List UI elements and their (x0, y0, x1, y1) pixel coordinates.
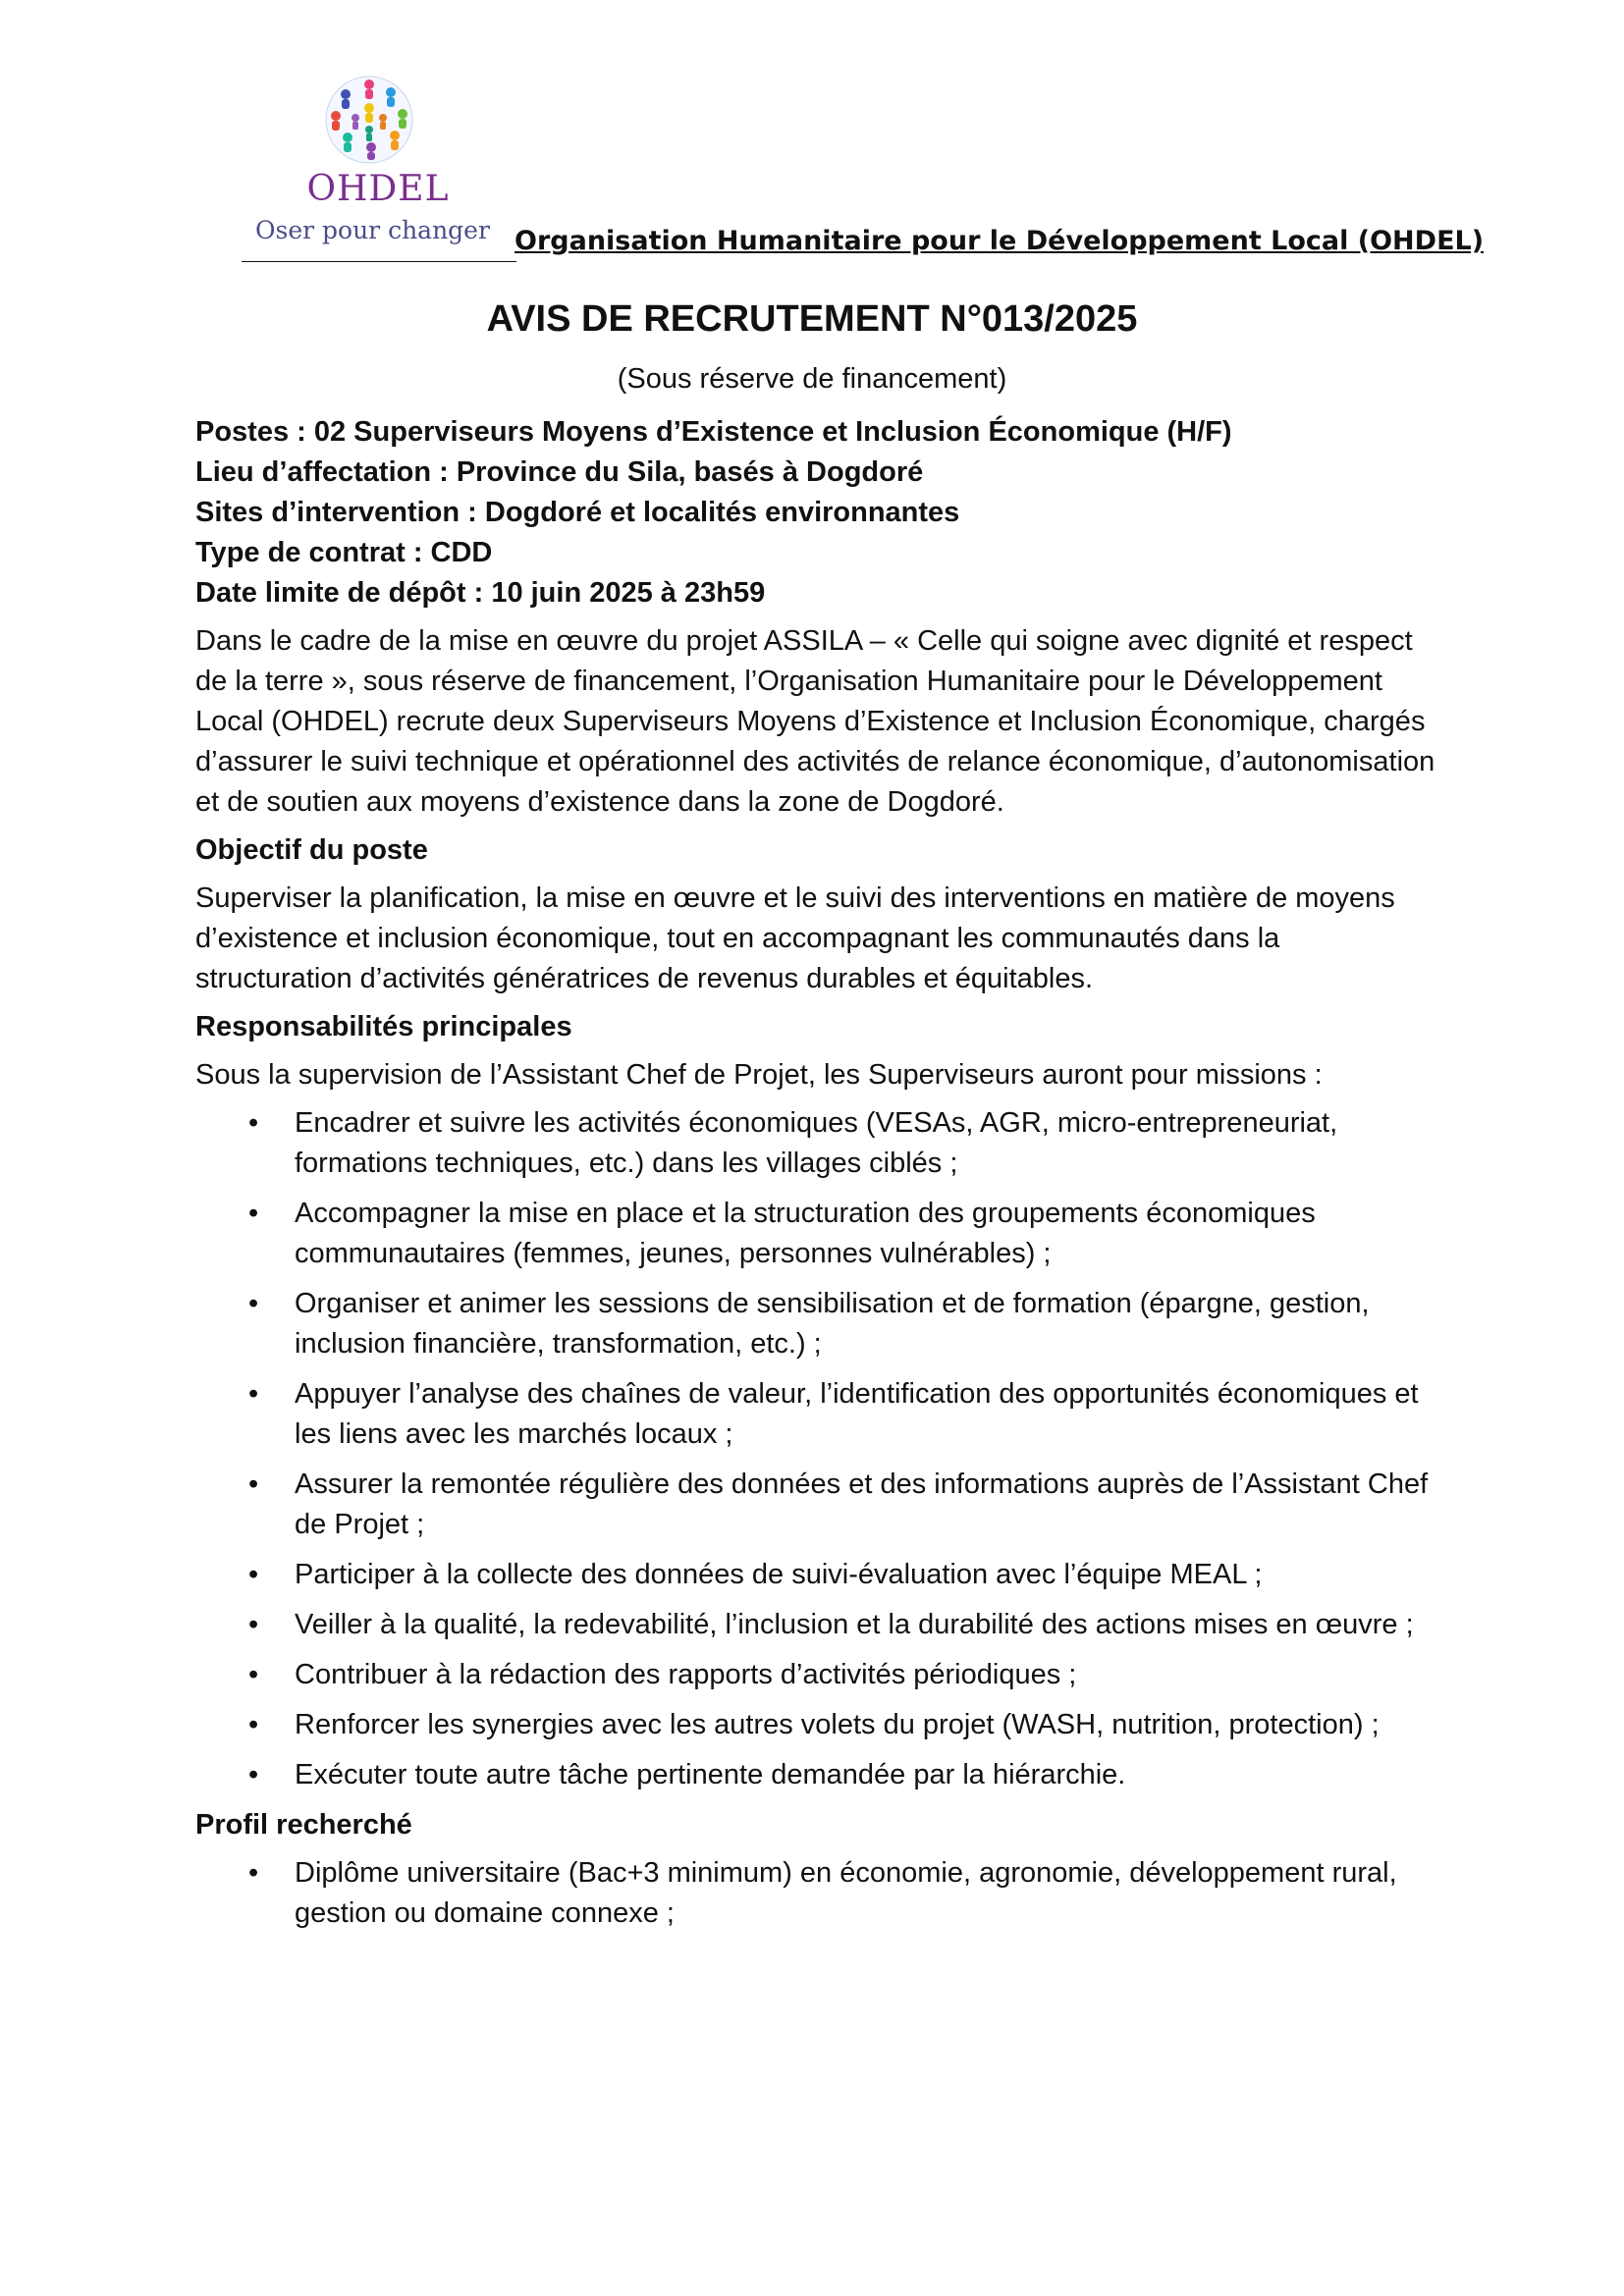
responsibilities-intro: Sous la supervision de l’Assistant Chef de Projet, les Superviseurs auront pour missions : (195, 1059, 1323, 1091)
bullet-icon: • (248, 1288, 259, 1319)
intro-paragraph: Dans le cadre de la mise en œuvre du projet ASSILA – « Celle qui soigne avec dignité et respect de la terre », sous réserve de financement, l’Organisation Humanitaire pour le Développement Local (OHDEL) recrute deux Superviseurs Moyens d’Existence et Inclusion Économique, chargés d’assurer le suivi technique et opérationnel des activités de relance économique, d’autonomisation et de soutien aux moyens d’existence dans la zone de Dogdoré. (195, 625, 1435, 818)
bullet-icon: • (248, 1759, 259, 1790)
list-item-text: Contribuer à la rédaction des rapports d’activités périodiques ; (295, 1659, 1077, 1690)
list-item (195, 1284, 1442, 1364)
document-body (195, 412, 1442, 1944)
bullet-icon: • (248, 1107, 259, 1139)
list-item (195, 1194, 1442, 1274)
list-item-text: Diplôme universitaire (Bac+3 minimum) en économie, agronomie, développement rural, gestion ou domaine connexe ; (295, 1857, 1397, 1929)
profile-heading: Profil recherché (195, 1809, 412, 1841)
page-title: AVIS DE RECRUTEMENT N°013/2025 (486, 298, 1138, 340)
list-item-text: Assurer la remontée régulière des données et des informations auprès de l’Assistant Chef de Projet ; (295, 1468, 1429, 1540)
list-item-text: Exécuter toute autre tâche pertinente demandée par la hiérarchie. (295, 1759, 1126, 1790)
objective-heading: Objectif du poste (195, 834, 428, 866)
meta-positions: Postes : 02 Superviseurs Moyens d’Existence et Inclusion Économique (H/F) (195, 416, 1232, 448)
meta-sites: Sites d’intervention : Dogdoré et localités environnantes (195, 497, 960, 528)
list-item-text: Veiller à la qualité, la redevabilité, l’inclusion et la durabilité des actions mises en œuvre ; (295, 1609, 1414, 1640)
bullet-icon: • (248, 1857, 259, 1889)
responsibilities-heading: Responsabilités principales (195, 1011, 572, 1042)
list-item-text: Encadrer et suivre les activités économiques (VESAs, AGR, micro-entrepreneuriat, formations techniques, etc.) dans les villages ciblés ; (295, 1107, 1338, 1179)
list-item (195, 1103, 1442, 1184)
list-item (195, 1705, 1442, 1745)
list-item-text: Renforcer les synergies avec les autres volets du projet (WASH, nutrition, protection) ; (295, 1709, 1380, 1740)
header-rule (242, 261, 516, 262)
bullet-icon: • (248, 1378, 259, 1410)
bullet-icon: • (248, 1198, 259, 1229)
bullet-icon: • (248, 1559, 259, 1590)
list-item-text: Appuyer l’analyse des chaînes de valeur, l’identification des opportunités économiques et les liens avec les marchés locaux ; (295, 1378, 1419, 1450)
ohdel-logo (245, 71, 511, 257)
logo-name: OHDEL (306, 169, 450, 209)
list-item (195, 1853, 1442, 1934)
meta-deadline: Date limite de dépôt : 10 juin 2025 à 23h59 (195, 577, 766, 609)
logo-tagline: Oser pour changer (255, 216, 490, 244)
list-item (195, 1755, 1442, 1795)
list-item (195, 1465, 1442, 1545)
meta-location: Lieu d’affectation : Province du Sila, basés à Dogdoré (195, 456, 924, 488)
objective-paragraph: Superviser la planification, la mise en œuvre et le suivi des interventions en matière de moyens d’existence et inclusion économique, tout en accompagnant les communautés dans la structuration d’activités génératrices de revenus durables et équitables. (195, 882, 1395, 994)
bullet-icon: • (248, 1468, 259, 1500)
profile-list (195, 1853, 1442, 1934)
bullet-icon: • (248, 1709, 259, 1740)
list-item (195, 1374, 1442, 1455)
list-item (195, 1555, 1442, 1595)
bullet-icon: • (248, 1609, 259, 1640)
list-item (195, 1655, 1442, 1695)
list-item-text: Accompagner la mise en place et la structuration des groupements économiques communautaires (femmes, jeunes, personnes vulnérables) ; (295, 1198, 1316, 1269)
responsibilities-list (195, 1103, 1442, 1795)
meta-contract: Type de contrat : CDD (195, 537, 493, 568)
list-item (195, 1605, 1442, 1645)
list-item-text: Participer à la collecte des données de suivi-évaluation avec l’équipe MEAL ; (295, 1559, 1263, 1590)
people-globe-icon (320, 71, 418, 169)
list-item-text: Organiser et animer les sessions de sensibilisation et de formation (épargne, gestion, inclusion financière, transformation, etc.) ; (295, 1288, 1370, 1360)
bullet-icon: • (248, 1659, 259, 1690)
organization-name: Organisation Humanitaire pour le Développement Local (OHDEL) (514, 226, 1485, 256)
page-subtitle: (Sous réserve de financement) (617, 363, 1007, 395)
